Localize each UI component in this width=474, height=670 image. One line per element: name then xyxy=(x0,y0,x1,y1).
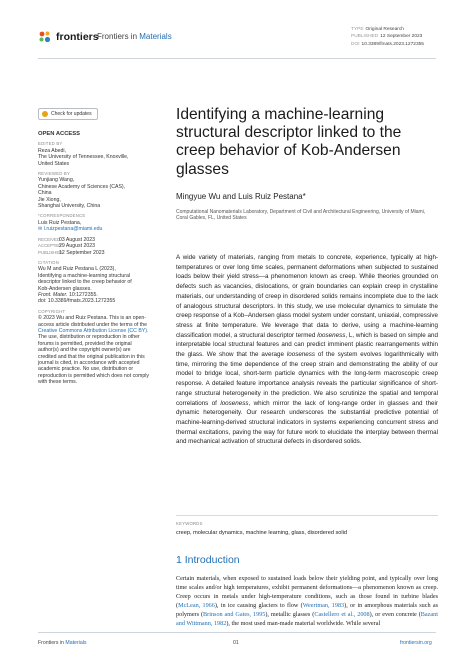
abstract-text: , L, which is based on simple and interpretable local structural features and can predict imminent plastic rearrangements within the glass. We show that the average xyxy=(176,331,438,359)
journal-title[interactable] xyxy=(97,32,172,41)
date-label: ACCEPTED xyxy=(38,243,62,249)
correspondence-email-link[interactable]: ✉ l.ruizpestana@miami.edu xyxy=(38,226,103,233)
footer-journal-name: Materials xyxy=(65,640,87,646)
date-value: 29 August 2023 xyxy=(59,243,96,250)
citation-label: CITATION xyxy=(38,259,60,265)
doi-value[interactable]: 10.3389/fmats.2023.1272355 xyxy=(361,41,424,47)
abstract-emphasis: looseness xyxy=(317,331,346,339)
open-access-label: OPEN ACCESS xyxy=(38,131,80,137)
intro-text: ), in ice causing glaciers to flow ( xyxy=(214,601,303,609)
reviewed-by-label: REVIEWED BY xyxy=(38,171,71,177)
published-value: 12 September 2023 xyxy=(380,34,423,40)
footer-journal-prefix: Frontiers in xyxy=(38,640,64,646)
cc-license-link[interactable]: Creative Commons Attribution License (CC BY). xyxy=(38,327,149,334)
citation-doi[interactable]: doi: 10.3389/fmats.2023.1272355 xyxy=(38,298,116,305)
citation-journal: Front. Mater. xyxy=(38,291,68,298)
copyright-text-b: The use, distribution or reproduction in other forums is permitted, provided the original author(s) and the copyright owner(s) are credited and that the original publication in this journal is cited, in accordance with accepted academic practice. No use, distribution or reproduction is permitted which does not comply with these terms. xyxy=(38,334,150,386)
citation-line: Kob-Andersen glasses. xyxy=(38,285,92,292)
sidebar xyxy=(38,131,162,386)
type-value: Original Research xyxy=(365,27,404,32)
intro-text: Certain materials, when exposed to sustained loads below their yielding point, and typically over long time scales and/or high temperatures, exhibit permanent deformations—a phenomenon known as creep. Creep occurs in metals under high-temperature conditions, such as those found in turbine blades ( xyxy=(176,575,438,609)
published-label: PUBLISHED xyxy=(351,34,379,40)
abstract-emphasis: looseness xyxy=(220,399,249,407)
reviewer-line: China xyxy=(38,190,52,197)
intro-text: ), or in amorphous materials such as polymers ( xyxy=(176,601,438,618)
doi-label: DOI xyxy=(351,41,360,47)
reference-link[interactable]: Weertman, 1983 xyxy=(302,601,345,609)
citation-line: descriptor linked to the creep behavior of xyxy=(38,279,132,286)
keywords: creep, molecular dynamics, machine learning, glass, disordered solid xyxy=(176,530,348,536)
editor-line: The University of Tennessee, Knoxville, xyxy=(38,154,129,161)
correspondence-label: *CORRESPONDENCE xyxy=(38,213,86,219)
type-label: TYPE xyxy=(351,27,364,32)
affiliation: Computational Nanomaterials Laboratory, Department of Civil and Architectural Engineering, University of Miami, Coral Gables, FL, United States xyxy=(176,209,426,222)
citation-line: Wu M and Ruiz Pestana L (2023), xyxy=(38,266,116,273)
publisher-name: frontiers xyxy=(56,31,99,43)
check-updates-label: Check for updates xyxy=(51,111,92,117)
copyright-text-a: © 2023 Wu and Ruiz Pestana. This is an open-access article distributed under the terms of the xyxy=(38,315,147,328)
introduction-paragraph xyxy=(176,575,438,628)
footer-site-link[interactable]: frontiersin.org xyxy=(400,640,432,646)
publisher-logo[interactable] xyxy=(38,30,99,44)
footer-divider xyxy=(38,632,436,633)
reference-link[interactable]: Castellero et al., 2008 xyxy=(314,610,370,618)
author-list[interactable]: Mingyue Wu and Luis Ruiz Pestana* xyxy=(176,192,306,201)
footer-journal[interactable] xyxy=(38,640,86,646)
copyright-label: COPYRIGHT xyxy=(38,308,66,314)
reviewer-line: Chinese Academy of Sciences (CAS), xyxy=(38,183,126,190)
abstract-text: of the system evolves logarithmically with time, mirroring the time dependence of the creep strain and demonstrating the ability of our model to bridge local, short-term particle dynamics with the long-term macroscopic creep response. A detailed feature importance analysis reveals the particular significance of short-range structural heterogeneity in the prediction. We also scrutinize the spatial and temporal correlations of xyxy=(176,351,438,407)
check-updates-icon xyxy=(42,111,48,117)
journal-name: Materials xyxy=(139,32,172,41)
check-updates-button[interactable] xyxy=(38,108,98,120)
date-value: 03 August 2023 xyxy=(59,236,96,243)
article-meta xyxy=(351,26,424,48)
editor-line: United States xyxy=(38,160,70,167)
frontiers-logo-icon xyxy=(38,30,52,44)
reference-link[interactable]: Bazant and Wittmann, 1982 xyxy=(176,610,438,627)
keywords-label: KEYWORDS xyxy=(176,521,203,526)
date-label: RECEIVED xyxy=(38,236,60,242)
abstract-emphasis: looseness xyxy=(286,351,316,359)
header-divider xyxy=(38,58,436,59)
abstract-text: A wide variety of materials, ranging from metals to concrete, experience, typically at high-temperatures or over long time scales, permanent deformations when subjected to sustained loads below their yield stress—a phenomenon known as creep. While theories grounded on defects such as vacancies, dislocations, or grain boundaries can explain creep in crystalline materials, our understanding of creep in disordered solids remains incomplete due to the lack of analogous structural descriptors. In this study, we use molecular dynamics to simulate the creep response of a Kob–Andersen glass model system under constant, uniaxial, compressive stress at finite temperature. We leverage that data to derive, using a machine-learning classification model, a structural descriptor termed xyxy=(176,254,438,339)
correspondence-name: Luis Ruiz Pestana, xyxy=(38,219,82,226)
journal-prefix: Frontiers in xyxy=(97,32,138,41)
intro-text: ), metallic glasses ( xyxy=(265,610,315,618)
intro-text: ), the most used man-made material worldwide. While several xyxy=(226,619,381,627)
article-title: Identifying a machine-learning structural descriptor linked to the creep behavior of Kob-Andersen glasses xyxy=(176,106,402,178)
citation-line: Identifying a machine-learning structural xyxy=(38,272,130,279)
date-label: PUBLISHED xyxy=(38,249,63,255)
reference-link[interactable]: McLean, 1966 xyxy=(178,601,215,609)
section-heading-introduction: 1 Introduction xyxy=(176,554,240,566)
abstract-text: , which mirror the lack of long-range order in glasses and their dynamic heterogeneity. Our research underscores the substantial predictive potential of machine-learning-derived structural indicators in systems experiencing concurrent stress and thermal excitations, paving the way for future work to elucidate the interplay between thermal and mechanical activation of structural defects in disordered solids. xyxy=(176,399,438,446)
reviewer-line: Shanghai University, China xyxy=(38,203,101,210)
page-number: 01 xyxy=(233,640,239,646)
reference-link[interactable]: Brinson and Gates, 1995 xyxy=(203,610,266,618)
reviewer-line: Yunjiang Wang, xyxy=(38,177,75,184)
editor-line: Reza Abedi, xyxy=(38,147,66,154)
date-row-published xyxy=(38,250,162,256)
edited-by-label: EDITED BY xyxy=(38,141,63,147)
date-value: 12 September 2023 xyxy=(59,249,105,256)
abstract xyxy=(176,253,438,447)
copyright-text xyxy=(38,315,150,385)
citation-volume: 10:1272355. xyxy=(67,291,98,298)
reviewer-line: Jie Xiong, xyxy=(38,196,61,203)
intro-text: ), or even concrete ( xyxy=(369,610,421,618)
keywords-divider xyxy=(176,515,438,516)
